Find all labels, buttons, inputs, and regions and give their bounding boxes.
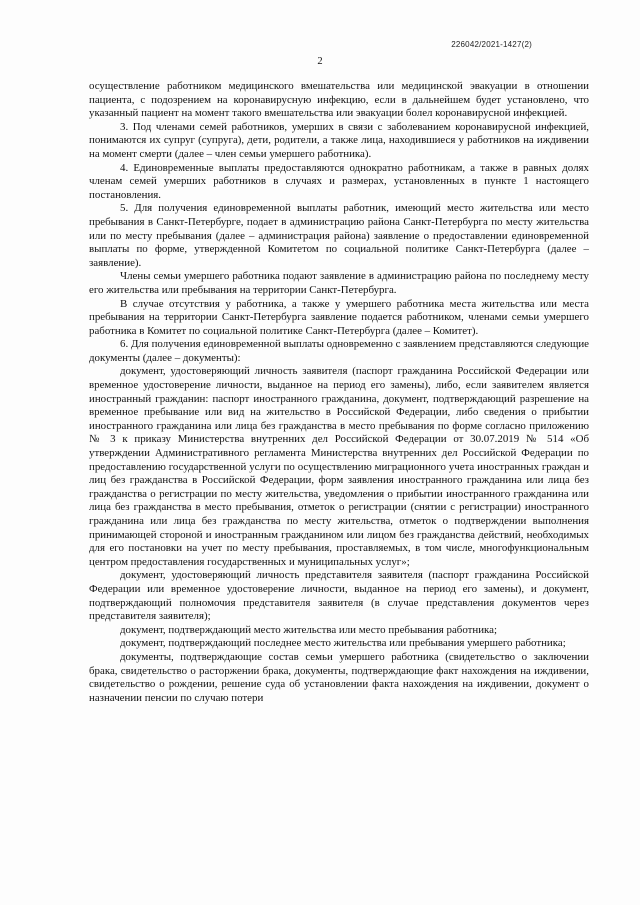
paragraph-absence-of-residence: В случае отсутствия у работника, а также у умершего работника места жительства или места пребывания на территории Санкт-Петербурга заявление подается работником, членами семьи умершего работника в Комитет по социальной политике Санкт-Петербурга (далее – Комитет).	[89, 297, 589, 337]
paragraph-residence-document: документ, подтверждающий место жительства или место пребывания работника;	[120, 623, 498, 636]
page-number: 2	[317, 56, 323, 67]
paragraph-item-6: 6. Для получения единовременной выплаты одновременно с заявлением представляются следующие документы (далее – документы):	[89, 338, 589, 364]
paragraph-item-5: 5. Для получения единовременной выплаты работник, имеющий место жительства или место пребывания в Санкт-Петербурге, подает в администрацию района Санкт-Петербурга по месту жительства или по месту пребывания (далее – администрация района) заявление о предоставлении единовременной выплаты по форме, утвержденной Комитетом по социальной политике Санкт-Петербурга (далее – заявление).	[89, 202, 589, 269]
paragraph-family-composition-documents: документы, подтверждающие состав семьи умершего работника (свидетельство о заключении брака, свидетельство о расторжении брака, документы, подтверждающие факт нахождения на иждивении, свидетельство о рождении, решение суда об установлении факта нахождения на иждивении, документ о назначении пенсии по случаю потери	[89, 650, 589, 704]
paragraph-item-3: 3. Под членами семей работников, умерших в связи с заболеванием коронавирусной инфекцией, понимаются их супруг (супруга), дети, родители, а также лица, находившиеся у работников на иждивении на момент смерти (далее – член семьи умершего работника).	[89, 120, 589, 160]
document-body	[89, 80, 589, 705]
document-registration-number: 226042/2021-1427(2)	[451, 40, 532, 49]
paragraph-family-members: Члены семьи умершего работника подают заявление в администрацию района по последнему месту его жительства или пребывания на территории Санкт-Петербурга.	[89, 270, 589, 296]
paragraph-last-residence-document: документ, подтверждающий последнее место жительства или пребывания умершего работника;	[120, 637, 566, 650]
paragraph-continuation: осуществление работником медицинского вмешательства или медицинской эвакуации в отношении пациента, с подозрением на коронавирусную инфекцию, если в дальнейшем будет установлено, что указанный пациент на момент такого вмешательства или эвакуации болел коронавирусной инфекцией.	[89, 80, 589, 120]
paragraph-representative-document: документ, удостоверяющий личность представителя заявителя (паспорт гражданина Российской Федерации или временное удостоверение личности, выданное на период его замены), и документ, подтверждающий полномочия представителя заявителя (в случае представления документов через представителя заявителя);	[89, 569, 589, 623]
paragraph-identity-document: документ, удостоверяющий личность заявителя (паспорт гражданина Российской Федерации или временное удостоверение личности, выданное на период его замены), либо, если заявителем является иностранный гражданин: паспорт иностранного гражданина, документ, подтверждающий разрешение на временное пребывание или вид на жительство в Российской Федерации, либо сведения о прибытии иностранного гражданина или лица без гражданства в место пребывания по форме согласно приложению № 3 к приказу Министерства внутренних дел Российской Федерации от 30.07.2019 № 514 «Об утверждении Административного регламента Министерства внутренних дел Российской Федерации по предоставлению государственной услуги по осуществлению миграционного учета иностранных граждан и лиц без гражданства в Российской Федерации, форм заявления иностранного гражданина или лица без гражданства о регистрации по месту жительства, уведомления о прибытии иностранного гражданина или лица без гражданства в место пребывания, отметок о регистрации (снятии с регистрации) иностранного гражданина или лица без гражданства по месту жительства, отметок о подтверждении выполнения принимающей стороной и иностранным гражданином или лицом без гражданства действий, необходимых для его постановки на учет по месту пребывания, проставляемых, в том числе, многофункциональным центром предоставления государственных и муниципальных услуг»;	[89, 365, 589, 568]
paragraph-item-4: 4. Единовременные выплаты предоставляются однократно работникам, а также в равных долях членам семей умерших работников в случаях и размерах, установленных в пункте 1 настоящего постановления.	[89, 161, 589, 201]
